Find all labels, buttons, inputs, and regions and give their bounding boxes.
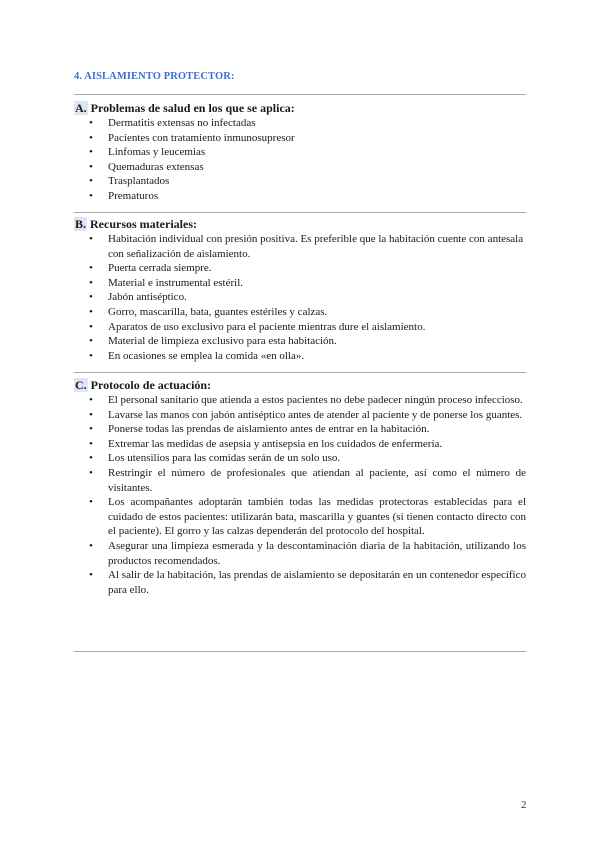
list-item-text: Restringir el número de profesionales que atiendan al paciente, así como el número de visitantes. <box>108 466 526 494</box>
list-item <box>74 466 526 495</box>
section-a-letter: A. <box>75 101 87 115</box>
bullet-icon: • <box>89 394 93 406</box>
section-a-list <box>74 116 526 204</box>
list-item-text: Linfomas y leucemias <box>108 146 206 159</box>
bullet-icon: • <box>89 423 93 436</box>
bullet-icon: • <box>89 335 93 348</box>
list-item <box>74 568 526 597</box>
list-item-text: Lavarse las manos con jabón antiséptico antes de atender al paciente y de ponerse los guantes. <box>108 408 523 421</box>
bullet-icon: • <box>89 496 93 509</box>
section-b-letter: B. <box>75 217 87 231</box>
list-item <box>74 145 526 160</box>
bullet-icon: • <box>89 262 93 275</box>
list-item <box>74 408 526 423</box>
divider <box>74 372 526 373</box>
list-item <box>74 393 526 408</box>
list-item <box>74 539 526 568</box>
bullet-icon: • <box>89 233 93 245</box>
list-item <box>74 495 526 539</box>
section-b-list <box>74 232 526 363</box>
list-item-text: Trasplantados <box>108 175 170 188</box>
bullet-icon: • <box>89 131 93 144</box>
list-item <box>74 116 526 131</box>
list-item <box>74 451 526 466</box>
divider <box>74 212 526 213</box>
divider <box>74 651 526 652</box>
list-item <box>74 290 526 305</box>
list-item-text: Extremar las medidas de asepsia y antisepsia en los cuidados de enfermería. <box>108 437 443 450</box>
bullet-icon: • <box>89 437 93 450</box>
bullet-icon: • <box>89 320 93 333</box>
list-item <box>74 276 526 291</box>
list-item <box>74 160 526 175</box>
section-c-heading <box>74 377 526 393</box>
bullet-icon: • <box>89 569 93 582</box>
list-item-text: Prematuros <box>108 189 159 202</box>
page-number: 2 <box>521 799 527 811</box>
bullet-icon: • <box>89 146 93 159</box>
bullet-icon: • <box>89 276 93 289</box>
section-c-heading-text: Protocolo de actuación: <box>90 378 212 392</box>
list-item <box>74 320 526 335</box>
list-item <box>74 437 526 452</box>
list-item-text: Gorro, mascarilla, bata, guantes estériles y calzas. <box>108 305 328 318</box>
list-item-text: Quemaduras extensas <box>108 160 204 173</box>
list-item <box>74 422 526 437</box>
list-item <box>74 261 526 276</box>
list-item-text: El personal sanitario que atienda a estos pacientes no debe padecer ningún proceso infeccioso. <box>108 394 523 406</box>
section-a <box>74 100 526 204</box>
section-a-heading-text: Problemas de salud en los que se aplica: <box>90 101 295 115</box>
list-item <box>74 232 526 261</box>
list-item-text: Habitación individual con presión positiva. Es preferible que la habitación cuente con antesala con señalización de aislamiento. <box>108 233 524 260</box>
bullet-icon: • <box>89 349 93 362</box>
list-item <box>74 174 526 189</box>
bullet-icon: • <box>89 117 93 129</box>
section-title: 4. AISLAMIENTO PROTECTOR: <box>74 71 235 82</box>
list-item-text: Los utensilios para las comidas serán de un solo uso. <box>108 452 341 465</box>
bullet-icon: • <box>89 305 93 318</box>
bullet-icon: • <box>89 189 93 202</box>
section-b-heading <box>74 216 526 232</box>
list-item-text: Material e instrumental estéril. <box>108 276 244 289</box>
list-item-text: Dermatitis extensas no infectadas <box>108 117 256 129</box>
list-item-text: Los acompañantes adoptarán también todas las medidas protectoras establecidas para el cuidado de estos pacientes: utilizarán bata, mascarilla y guantes (si tienen contacto directo con el paciente). El gorro y las calzas dependerán del protocolo del hospital. <box>108 496 526 538</box>
divider <box>74 94 526 95</box>
bullet-icon: • <box>89 175 93 188</box>
bullet-icon: • <box>89 539 93 552</box>
section-a-heading <box>74 100 526 116</box>
list-item-text: Material de limpieza exclusivo para esta habitación. <box>108 335 337 348</box>
section-b <box>74 216 526 363</box>
list-item-text: Ponerse todas las prendas de aislamiento antes de entrar en la habitación. <box>108 423 430 436</box>
list-item-text: Asegurar una limpieza esmerada y la descontaminación diaria de la habitación, utilizando los productos recomendados. <box>108 539 526 567</box>
section-c <box>74 377 526 597</box>
list-item <box>74 334 526 349</box>
list-item-text: Puerta cerrada siempre. <box>108 262 212 275</box>
list-item-text: Jabón antiséptico. <box>108 291 187 304</box>
list-item-text: Pacientes con tratamiento inmunosupresor <box>108 131 295 144</box>
bullet-icon: • <box>89 408 93 421</box>
list-item <box>74 349 526 364</box>
bullet-icon: • <box>89 291 93 304</box>
list-item-text: Aparatos de uso exclusivo para el paciente mientras dure el aislamiento. <box>108 320 426 333</box>
list-item <box>74 131 526 146</box>
bullet-icon: • <box>89 452 93 465</box>
list-item-text: Al salir de la habitación, las prendas de aislamiento se depositarán en un contenedor específico para ello. <box>108 569 526 596</box>
section-c-list <box>74 393 526 597</box>
list-item <box>74 305 526 320</box>
list-item <box>74 189 526 204</box>
bullet-icon: • <box>89 466 93 479</box>
bullet-icon: • <box>89 160 93 173</box>
list-item-text: En ocasiones se emplea la comida «en olla». <box>108 349 305 362</box>
section-c-letter: C. <box>75 378 87 392</box>
section-b-heading-text: Recursos materiales: <box>90 217 197 231</box>
